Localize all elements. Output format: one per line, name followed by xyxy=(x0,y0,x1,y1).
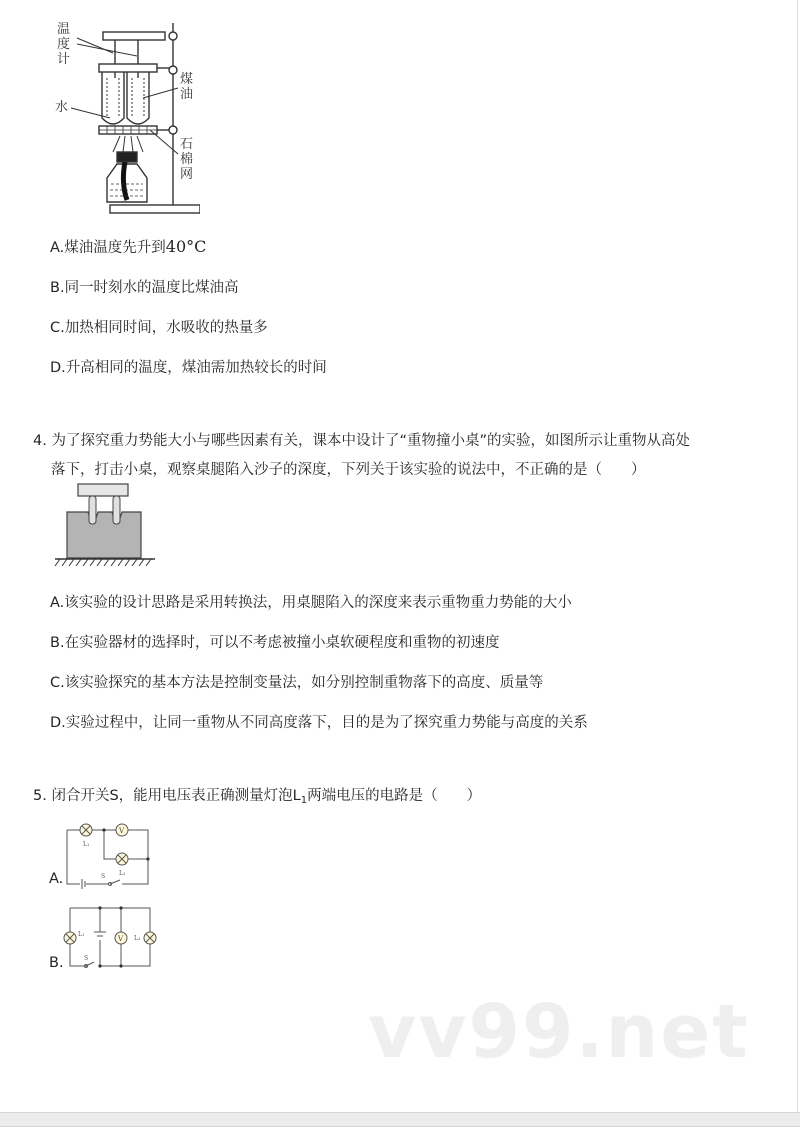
thermometer-label: 温 度 计 xyxy=(57,22,71,67)
svg-text:V: V xyxy=(119,827,125,835)
table-sand-figure xyxy=(50,482,160,568)
svg-text:V: V xyxy=(118,935,124,943)
q4-option-c: C.该实验探究的基本方法是控制变量法，如分别控制重物落下的高度、质量等 xyxy=(50,675,544,691)
asbestos-net-label: 石 棉 网 xyxy=(180,137,194,182)
q3-option-d: D.升高相同的温度，煤油需加热较长的时间 xyxy=(50,360,327,376)
heating-apparatus-figure xyxy=(55,18,200,218)
kerosene-label: 煤 油 xyxy=(180,72,194,102)
q3-option-a: A.煤油温度先升到40°C xyxy=(50,237,207,256)
svg-text:L₁: L₁ xyxy=(83,841,90,848)
svg-text:L₂: L₂ xyxy=(119,870,126,877)
svg-text:S: S xyxy=(101,873,106,880)
circuit-a-figure xyxy=(60,820,150,890)
q3-option-b: B.同一时刻水的温度比煤油高 xyxy=(50,280,239,296)
q4-option-d: D.实验过程中，让同一重物从不同高度落下，目的是为了探究重力势能与高度的关系 xyxy=(50,715,588,731)
circuit-b-figure xyxy=(60,902,160,972)
q5-option-b-label: B. xyxy=(49,955,64,971)
q4-option-b: B.在实验器材的选择时，可以不考虑被撞小桌软硬程度和重物的初速度 xyxy=(50,635,500,651)
q4-stem-line1: 4. 为了探究重力势能大小与哪些因素有关，课本中设计了“重物撞小桌”的实验，如图所示让重物从高处 xyxy=(33,433,690,449)
water-label: 水 xyxy=(55,100,69,115)
svg-text:S: S xyxy=(84,955,89,962)
watermark: vv99.net xyxy=(368,989,750,1075)
q5-stem: 5. 闭合开关S，能用电压表正确测量灯泡$L_1$两端电压的电路是（ ） xyxy=(33,788,482,806)
page-separator xyxy=(0,1112,800,1127)
q3-option-c: C.加热相同时间，水吸收的热量多 xyxy=(50,320,268,336)
q5-option-a-label: A. xyxy=(49,871,64,887)
q4-stem-line2: 落下，打击小桌，观察桌腿陷入沙子的深度，下列关于该实验的说法中，不正确的是（ ） xyxy=(51,462,646,478)
svg-text:L₁: L₁ xyxy=(78,931,85,938)
q4-option-a: A.该实验的设计思路是采用转换法，用桌腿陷入的深度来表示重物重力势能的大小 xyxy=(50,595,572,611)
svg-text:L₂: L₂ xyxy=(134,935,141,942)
